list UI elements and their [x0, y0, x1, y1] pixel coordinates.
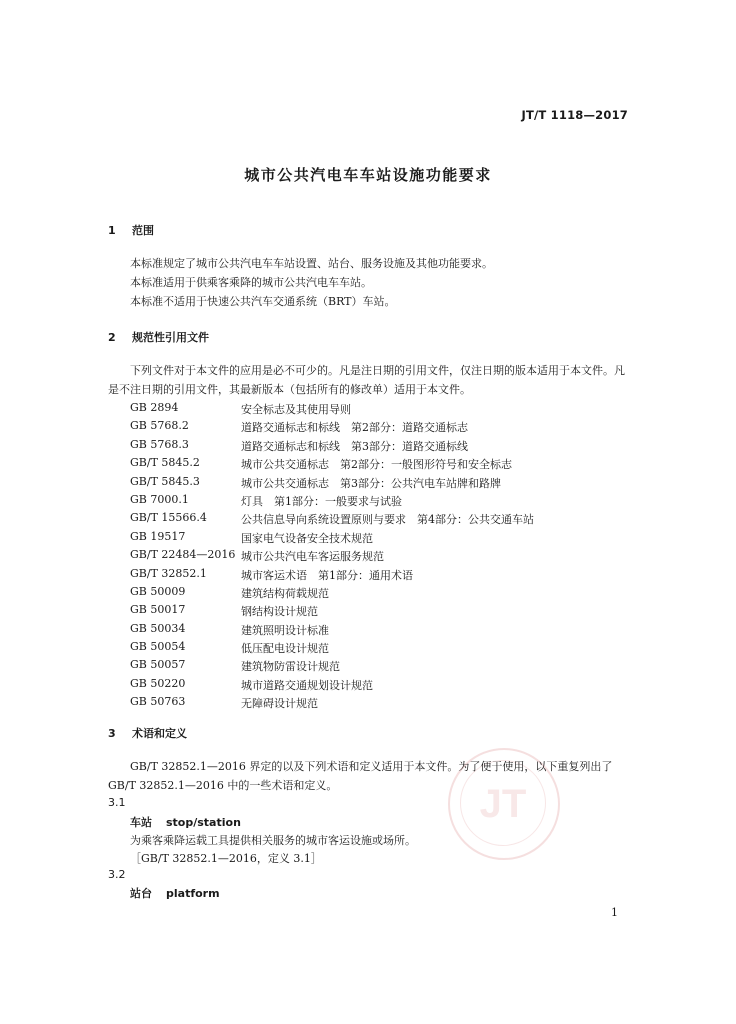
reference-title: 国家电气设备安全技术规范	[241, 531, 373, 545]
section-number: 3	[108, 727, 116, 740]
reference-title: 灯具 第1部分：一般要求与试验	[241, 494, 402, 508]
reference-title: 城市道路交通规划设计规范	[241, 678, 373, 692]
term-source: ［GB/T 32852.1—2016，定义 3.1］	[130, 852, 322, 865]
reference-item	[130, 585, 534, 603]
term-name	[130, 814, 241, 830]
reference-code: GB/T 5845.3	[130, 474, 200, 488]
term-name-cn: 车站	[130, 816, 152, 829]
document-title: 城市公共汽电车车站设施功能要求	[244, 166, 492, 184]
term-name-en: stop/station	[166, 816, 241, 829]
reference-title: 城市公共交通标志 第3部分：公共汽电车站牌和路牌	[241, 476, 501, 490]
term-name-en: platform	[166, 887, 220, 900]
reference-title: 公共信息导向系统设置原则与要求 第4部分：公共交通车站	[241, 513, 534, 527]
normative-references-list	[130, 401, 534, 714]
section-title: 术语和定义	[132, 727, 187, 740]
reference-item	[130, 640, 534, 658]
term-definition: 为乘客乘降运载工具提供相关服务的城市客运设施或场所。	[130, 834, 416, 847]
reference-item	[130, 622, 534, 640]
reference-title: 建筑结构荷载规范	[241, 586, 329, 600]
section-3-heading	[108, 725, 187, 741]
reference-title: 无障碍设计规范	[241, 697, 318, 711]
section-2-heading	[108, 329, 209, 345]
reference-title: 道路交通标志和标线 第3部分：道路交通标线	[241, 439, 468, 453]
reference-code: GB 7000.1	[130, 492, 189, 506]
reference-item	[130, 475, 534, 493]
reference-code: GB 50763	[130, 695, 186, 709]
reference-item	[130, 438, 534, 456]
term-name-cn: 站台	[130, 887, 152, 900]
reference-code: GB/T 15566.4	[130, 511, 207, 525]
reference-title: 钢结构设计规范	[241, 605, 318, 619]
reference-title: 道路交通标志和标线 第2部分：道路交通标志	[241, 421, 468, 435]
reference-code: GB 5768.3	[130, 437, 189, 451]
reference-item	[130, 419, 534, 437]
scope-paragraph: 本标准不适用于快速公共汽车交通系统（BRT）车站。	[130, 295, 396, 308]
reference-item	[130, 695, 534, 713]
reference-code: GB/T 32852.1	[130, 566, 207, 580]
reference-code: GB 50220	[130, 676, 186, 690]
term-number: 3.2	[108, 868, 126, 881]
reference-item	[130, 677, 534, 695]
reference-item	[130, 401, 534, 419]
term-number: 3.1	[108, 796, 126, 809]
reference-title: 低压配电设计规范	[241, 642, 329, 656]
reference-title: 城市公共汽电车客运服务规范	[241, 550, 384, 564]
scope-paragraph: 本标准适用于供乘客乘降的城市公共汽电车车站。	[130, 276, 372, 289]
section-number: 2	[108, 331, 116, 344]
section-title: 范围	[132, 224, 154, 237]
reference-code: GB 50054	[130, 640, 186, 654]
scope-paragraph: 本标准规定了城市公共汽电车车站设置、站台、服务设施及其他功能要求。	[130, 257, 493, 270]
reference-code: GB/T 5845.2	[130, 456, 200, 470]
reference-title: 城市公共交通标志 第2部分：一般图形符号和安全标志	[241, 458, 512, 472]
reference-title: 城市客运术语 第1部分：通用术语	[241, 568, 413, 582]
references-intro: 下列文件对于本文件的应用是必不可少的。凡是注日期的引用文件，仅注日期的版本适用于本文件。凡是不注日期的引用文件，其最新版本（包括所有的修改单）适用于本文件。	[108, 364, 625, 396]
reference-title: 建筑物防雷设计规范	[241, 660, 340, 674]
reference-item	[130, 548, 534, 566]
reference-code: GB 5768.2	[130, 419, 189, 433]
reference-item	[130, 567, 534, 585]
section-number: 1	[108, 224, 116, 237]
reference-code: GB 50057	[130, 658, 186, 672]
reference-code: GB 19517	[130, 529, 186, 543]
reference-item	[130, 456, 534, 474]
reference-code: GB 2894	[130, 401, 179, 414]
reference-item	[130, 511, 534, 529]
reference-code: GB/T 22484—2016	[130, 548, 236, 562]
reference-item	[130, 493, 534, 511]
reference-title: 建筑照明设计标准	[241, 623, 329, 637]
reference-item	[130, 658, 534, 676]
watermark-text: JT	[479, 782, 527, 825]
reference-item	[130, 530, 534, 548]
reference-code: GB 50009	[130, 584, 186, 598]
reference-title: 安全标志及其使用导则	[241, 403, 351, 416]
section-title: 规范性引用文件	[132, 331, 209, 344]
term-name	[130, 885, 220, 901]
page-number: 1	[611, 906, 618, 919]
standard-number: JT/T 1118—2017	[521, 108, 628, 122]
reference-code: GB 50017	[130, 603, 186, 617]
reference-item	[130, 603, 534, 621]
reference-code: GB 50034	[130, 621, 186, 635]
section-1-heading	[108, 222, 154, 238]
terms-intro: GB/T 32852.1—2016 界定的以及下列术语和定义适用于本文件。为了便于使用，以下重复列出了GB/T 32852.1—2016 中的一些术语和定义。	[108, 760, 613, 792]
